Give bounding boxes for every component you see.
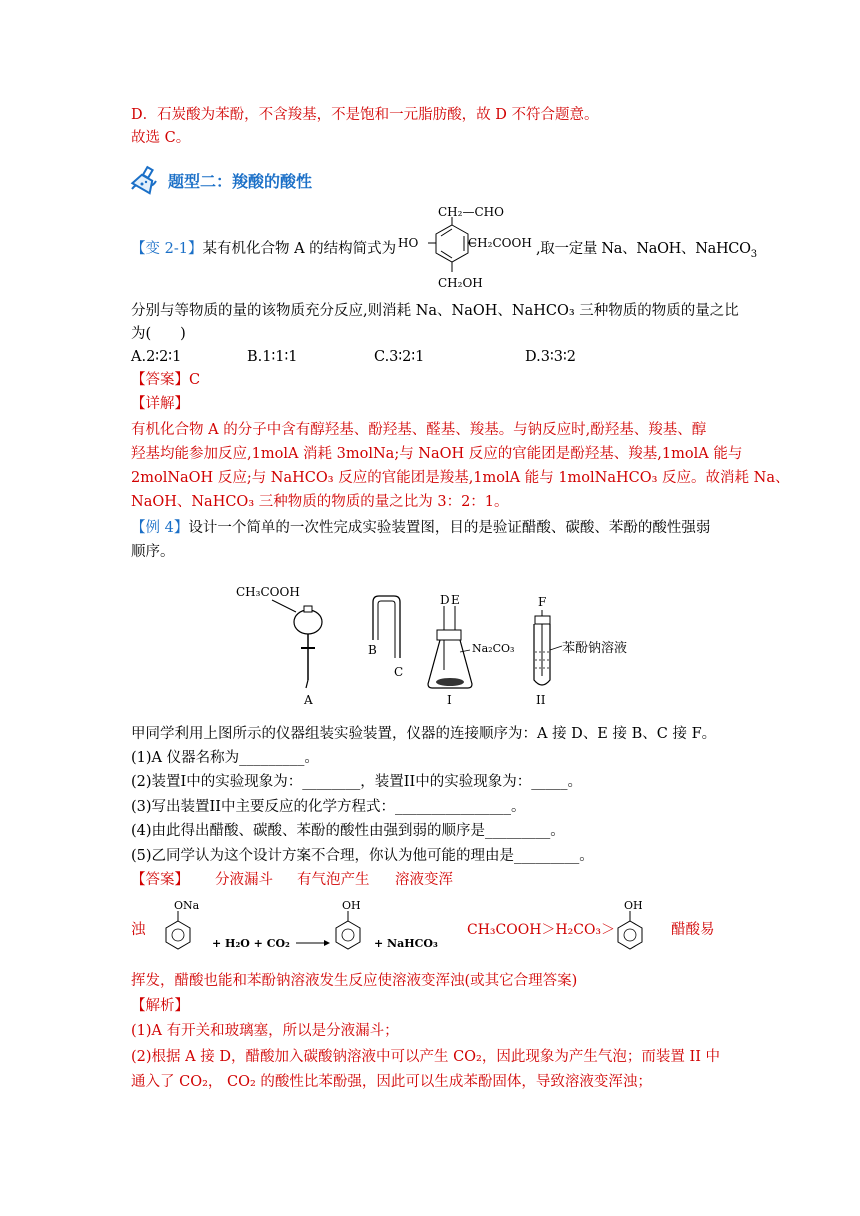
acid-order: CH₃COOH＞H₂CO₃＞ bbox=[467, 922, 616, 938]
q2-subq-1: (1)A 仪器名称为_________。 bbox=[131, 750, 319, 766]
funnel-label: CH₃COOH bbox=[236, 585, 300, 599]
structure-left-label: HO bbox=[398, 236, 419, 250]
q2-analysis-label: 【解析】 bbox=[131, 998, 189, 1014]
label-b: B bbox=[368, 643, 377, 657]
q1-tag: 【变 2-1】 bbox=[131, 241, 203, 257]
label-d: D bbox=[440, 593, 450, 607]
eq-products: + NaHCO₃ bbox=[374, 937, 438, 950]
eq-reactants: + H₂O + CO₂ bbox=[212, 937, 290, 950]
q1-answer-label: 【答案】 bbox=[131, 372, 189, 388]
q1-detail-line-3: 2molNaOH 反应;与 NaHCO₃ 反应的官能团是羧基,1molA 能与 1molNaHCO₃ 反应。故消耗 Na、 bbox=[131, 470, 790, 486]
q2-subq-3: (3)写出装置II中主要反应的化学方程式：________________。 bbox=[131, 799, 526, 815]
q2-context: 甲同学利用上图所示的仪器组装实验装置，仪器的连接顺序为：A 接 D、E 接 B、C 接 F。 bbox=[131, 726, 717, 742]
q2-answer-1: 分液漏斗 bbox=[215, 872, 273, 888]
phenol-structure bbox=[612, 895, 652, 955]
q1-option-b: B.1∶1∶1 bbox=[247, 349, 298, 365]
q2-subq-4: (4)由此得出醋酸、碳酸、苯酚的酸性由强到弱的顺序是_________。 bbox=[131, 823, 565, 839]
q2-tag: 【例 4】 bbox=[131, 520, 189, 536]
q2-stem-line2: 顺序。 bbox=[131, 544, 175, 560]
label-a: A bbox=[304, 693, 313, 707]
q1-detail-line-2: 羟基均能参加反应,1molA 消耗 3molNa;与 NaOH 反应的官能团是酚羟基、羧基,1molA 能与 bbox=[131, 446, 743, 462]
section-title: 题型二：羧酸的酸性 bbox=[168, 172, 313, 191]
conclusion-text: 故选 C。 bbox=[131, 130, 191, 146]
q1-option-c: C.3∶2∶1 bbox=[374, 349, 425, 365]
option-d-explanation: D．石炭酸为苯酚，不含羧基，不是饱和一元脂肪酸，故 D 不符合题意。 bbox=[131, 107, 599, 123]
q2-subq-2: (2)装置I中的实验现象为：________，装置II中的实验现象为：_____。 bbox=[131, 774, 582, 790]
eq-oh-label: OH bbox=[342, 899, 361, 912]
q2-analysis-3: 通入了 CO₂， CO₂ 的酸性比苯酚强，因此可以生成苯酚固体，导致溶液变浑浊； bbox=[131, 1074, 652, 1090]
q2-eq-prefix: 浊 bbox=[131, 922, 146, 938]
q2-analysis-2: (2)根据 A 接 D，醋酸加入碳酸钠溶液中可以产生 CO₂，因此现象为产生气泡；而装置 II 中 bbox=[131, 1049, 721, 1065]
phenol-oh-label: OH bbox=[624, 899, 643, 912]
flask-icon bbox=[128, 163, 160, 195]
q1-option-a: A.2∶2∶1 bbox=[131, 349, 182, 365]
q1-detail-label: 【详解】 bbox=[131, 396, 189, 412]
structure-right-label: CH₂COOH bbox=[468, 236, 532, 250]
na2co3-label: Na₂CO₃ bbox=[472, 642, 515, 655]
reaction-equation bbox=[160, 895, 460, 961]
q2-answer-5-start: 醋酸易 bbox=[671, 922, 715, 938]
q1-stem-b: ,取一定量 Na、NaOH、NaHCO$_3$ bbox=[536, 241, 757, 260]
q1-stem-line2: 分别与等物质的量的该物质充分反应,则消耗 Na、NaOH、NaHCO₃ 三种物质的物质的量之比 bbox=[131, 303, 739, 319]
structure-top-label: CH₂—CHO bbox=[438, 205, 504, 219]
q1-detail-line-1: 有机化合物 A 的分子中含有醇羟基、酚羟基、醛基、羧基。与钠反应时,酚羟基、羧基、醇 bbox=[131, 422, 707, 438]
q1-stem-line3: 为( ) bbox=[131, 326, 186, 342]
q1-detail-line-4: NaOH、NaHCO₃ 三种物质的物质的量之比为 3：2：1。 bbox=[131, 494, 509, 510]
q1-stem-a: 某有机化合物 A 的结构简式为 bbox=[202, 241, 397, 257]
q2-subq-5: (5)乙同学认为这个设计方案不合理，你认为他可能的理由是_________。 bbox=[131, 848, 594, 864]
roman-ii: II bbox=[536, 693, 546, 707]
q1-option-d: D.3∶3∶2 bbox=[525, 349, 576, 365]
q1-answer bbox=[131, 369, 200, 391]
label-c: C bbox=[394, 665, 404, 679]
compound-a-structure bbox=[398, 203, 533, 295]
roman-i: I bbox=[447, 693, 452, 707]
structure-bottom-label: CH₂OH bbox=[438, 276, 483, 290]
q1-answer-value: C bbox=[189, 372, 201, 388]
label-e: E bbox=[451, 593, 460, 607]
q2-analysis-1: (1)A 有开关和玻璃塞，所以是分液漏斗； bbox=[131, 1023, 399, 1039]
q2-answer-3: 溶液变浑 bbox=[395, 872, 453, 888]
q2-answer-2: 有气泡产生 bbox=[297, 872, 370, 888]
apparatus-figure bbox=[232, 580, 652, 710]
eq-ona-label: ONa bbox=[174, 899, 200, 912]
q2-stem-line1: 【例 4】设计一个简单的一次性完成实验装置图，目的是验证醋酸、碳酸、苯酚的酸性强弱 bbox=[131, 520, 711, 536]
q2-answer-5-line2: 挥发，醋酸也能和苯酚钠溶液发生反应使溶液变浑浊(或其它合理答案) bbox=[131, 973, 578, 989]
label-f: F bbox=[538, 595, 547, 609]
q1-stem-start bbox=[131, 238, 396, 260]
q2-answer-label: 【答案】 bbox=[131, 872, 189, 888]
solution-label: 苯酚钠溶液 bbox=[562, 641, 628, 656]
